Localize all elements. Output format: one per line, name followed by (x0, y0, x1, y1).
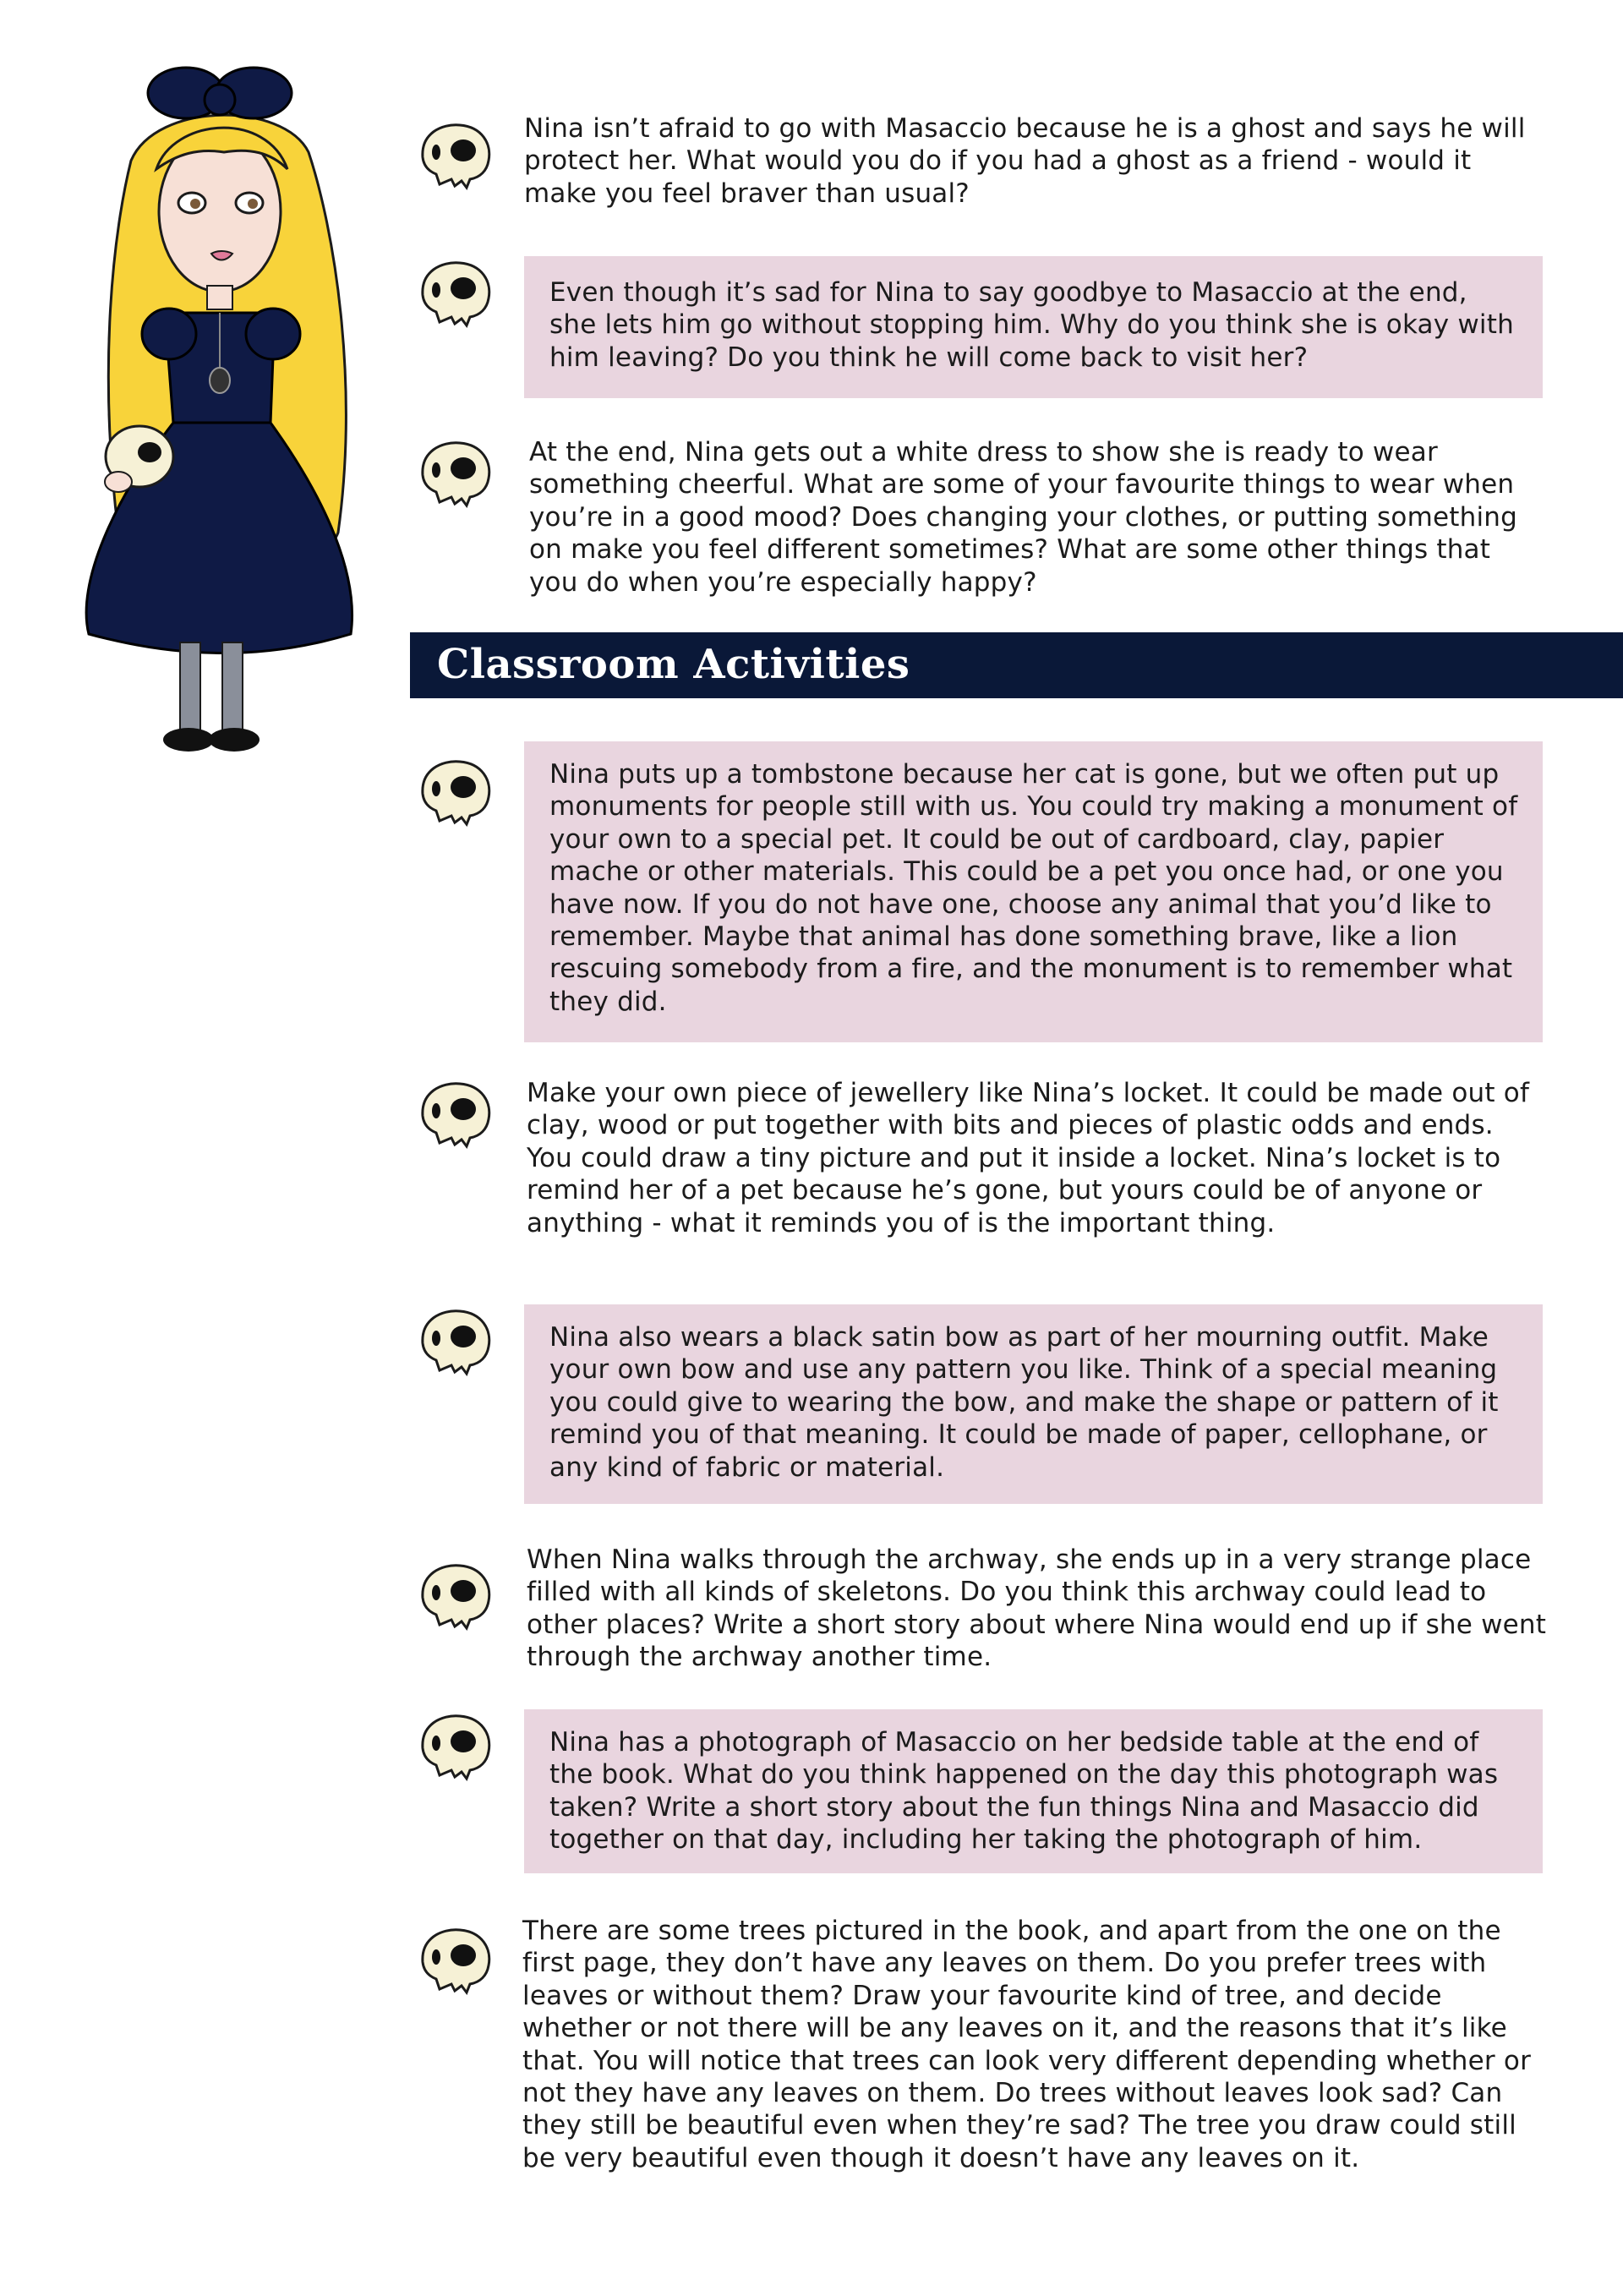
question-paragraph: Nina isn’t afraid to go with Masaccio because he is a ghost and says he will protect her. What would you do if you had a ghost as a friend - would it make you feel braver than usual? (524, 113, 1526, 209)
activity-paragraph: When Nina walks through the archway, she ends up in a very strange place filled with all kinds of skeletons. Do you think this archway could lead to other places? Write a short story about where Nina would end up if she went through the archway another time. (527, 1544, 1547, 1673)
discussion-question-1 (414, 110, 1547, 211)
activity-text-box (524, 1709, 1543, 1873)
activity-6 (414, 1915, 1547, 2185)
skull-icon (414, 755, 495, 828)
discussion-question-2 (414, 256, 1547, 398)
activity-text (527, 1544, 1547, 1674)
question-text (524, 112, 1547, 210)
activity-1 (414, 741, 1547, 1042)
activity-4 (414, 1544, 1547, 1679)
activity-paragraph: Make your own piece of jewellery like Nina’s locket. It could be made out of clay, wood or put together with bits and pieces of plastic odds and ends. You could draw a tiny picture and put it inside a locket. Nina’s locket is to remind her of a pet because he’s gone, but yours could be of anyone or anything - what it reminds you of is the important thing. (527, 1078, 1530, 1238)
skull-icon (414, 118, 495, 191)
discussion-question-3 (414, 436, 1547, 605)
section-heading: Classroom Activities (437, 641, 910, 688)
question-text-box (524, 256, 1543, 398)
activity-text (522, 1915, 1547, 2174)
girl-with-skull-illustration (80, 59, 359, 769)
skull-icon (414, 1923, 495, 1996)
activity-paragraph: Nina has a photograph of Masaccio on her bedside table at the end of the book. What do you think happened on the day this photograph was taken? Write a short story about the fun things Nina and Masaccio did together on that day, including her taking the photograph of him. (549, 1727, 1499, 1856)
skull-icon (414, 1709, 495, 1782)
activity-text-box (524, 1304, 1543, 1504)
activity-paragraph: There are some trees pictured in the book, and apart from the one on the first page, they don’t have any leaves on them. Do you prefer trees with leaves or without them? Draw your favourite kind of tree, and decide whether or not there will be any leaves on it, and the reasons that it’s like that. You will notice that trees can look very different depending whether or not they have any leaves on them. Do trees without leaves look sad? Can they still be beautiful even when they’re sad? The tree you draw could still be very beautiful even though it doesn’t have any leaves on it. (522, 1916, 1532, 2173)
activity-3 (414, 1304, 1547, 1504)
question-paragraph: At the end, Nina gets out a white dress to show she is ready to wear something cheerful. What are some of your favourite things to wear when you’re in a good mood? Does changing your clothes, or putting something on make you feel different sometimes? What are some other things that you do when you’re especially happy? (529, 437, 1517, 598)
skull-icon (414, 256, 495, 329)
section-banner (410, 632, 1623, 698)
skull-icon (414, 1304, 495, 1377)
question-text (529, 436, 1547, 599)
activity-paragraph: Nina puts up a tombstone because her cat is gone, but we often put up monuments for people still with us. You could try making a monument of your own to a special pet. It could be out of cardboard, clay, papier mache or other materials. This could be a pet you once had, or one you have now. If you do not have one, choose any animal that you’d like to remember. Maybe that animal has done something brave, like a lion rescuing somebody from a fire, and the monument is to remember what they did. (549, 759, 1518, 1017)
activity-paragraph: Nina also wears a black satin bow as part of her mourning outfit. Make your own bow and use any pattern you like. Think of a special meaning you could give to wearing the bow, and make the shape or pattern of it remind you of that meaning. It could be made of paper, cellophane, or any kind of fabric or material. (549, 1322, 1499, 1483)
skull-icon (414, 1559, 495, 1632)
activity-text (527, 1077, 1547, 1239)
skull-icon (414, 1077, 495, 1150)
activity-5 (414, 1709, 1547, 1873)
activity-text-box (524, 741, 1543, 1042)
activity-2 (414, 1077, 1547, 1280)
skull-icon (414, 436, 495, 509)
question-paragraph: Even though it’s sad for Nina to say goodbye to Masaccio at the end, she lets him go without stopping him. Why do you think she is okay with him leaving? Do you think he will come back to visit her? (549, 277, 1514, 373)
